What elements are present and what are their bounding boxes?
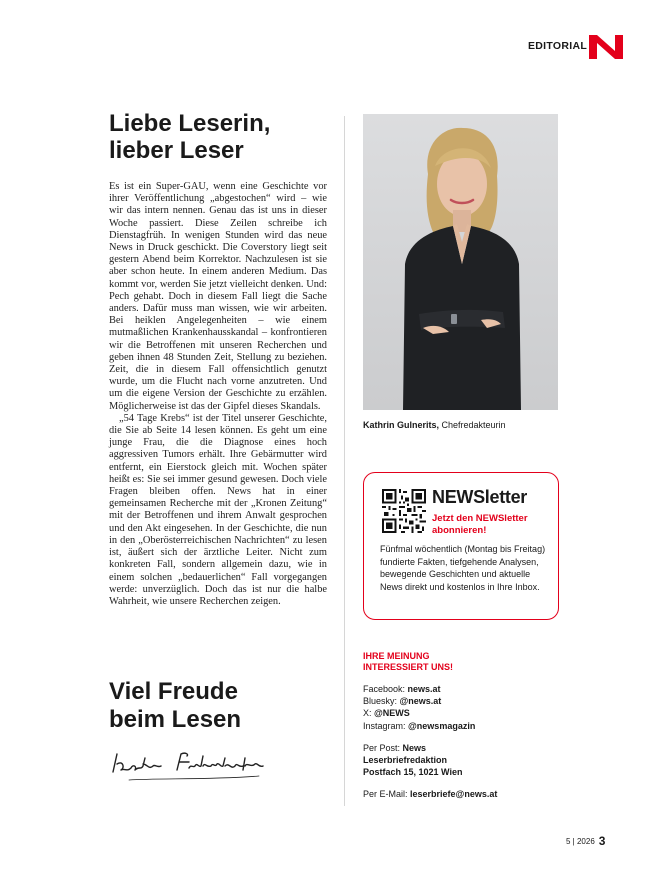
news-logo — [588, 34, 624, 60]
portrait-illustration — [363, 114, 558, 410]
caption-role: Chefredakteurin — [439, 420, 506, 430]
x-link[interactable]: @NEWS — [374, 708, 410, 719]
contact-x — [363, 707, 563, 719]
portrait-photo — [363, 114, 558, 410]
newsletter-description: Fünfmal wöchentlich (Montag bis Freitag) fundierte Fakten, tiefgehende Analysen, bewegende Geschichten und aktuelle News direkt und kostenlos in Ihre Inbox. — [380, 544, 546, 592]
paragraph: „54 Tage Krebs“ ist der Titel unserer Geschichte, die Sie ab Seite 14 lesen können. Es geht um eine junge Frau, die die Diagnose eines hoch aggressiven Tumors erhält. Ihre Gebärmutter wird entfernt, ein Eierstock gleich mit. Wochen später heißt es: Sie sei immer gesund gewesen. Doch viele Fragen bleiben offen. News hat in einer gemeinsamen Recherche mit der „Kronen Zeitung“ mit der Betroffenen und ihrem Anwalt gesprochen und den Akt eingesehen. In der Geschichte, die nun in den „Oberösterreichischen Nachrichten“ zu lesen ist, äußert sich der ärztliche Leiter. Nicht zum konkreten Fall, sondern allgemein dazu, wie in einem solchen „bedauerlichen“ Fall vorgegangen werde: unverzüglich. Doch das ist nur die halbe Wahrheit, wie unsere Recherchen zeigen. — [109, 412, 327, 607]
signature — [109, 740, 279, 790]
contact-post-line-3 — [363, 766, 563, 778]
contact-label: Facebook: — [363, 684, 408, 694]
caption-name: Kathrin Gulnerits, — [363, 420, 440, 430]
facebook-link[interactable]: news.at — [407, 684, 441, 694]
contact-label: X: — [363, 708, 375, 719]
page-number: 3 — [598, 834, 606, 848]
post-department: Leserbriefredaktion — [363, 755, 448, 766]
closing-greeting — [109, 678, 339, 734]
newsletter-box[interactable] — [363, 472, 559, 620]
editorial-body — [109, 181, 327, 608]
contact-list — [363, 683, 563, 801]
paragraph: Es ist ein Super-GAU, wenn eine Geschichte vor ihrer Veröffentlichung „abgestochen“ wird – wie wir das intern nennen. Genau das ist uns in dieser Woche passiert. Diese Zeilen schreibe ich Dienstagfrüh. In wenigen Stunden wird das neue News in Druck geschickt. Die Coverstory liegt seit gestern Abend beim Korrektor. Nachzulesen ist sie aber schon heute. In einem anderen Medium. Das kommt vor, werden Sie jetzt vielleicht denken. Und: Pech gehabt. Doch in diesem Fall liegt die Sache anders. Dafür muss man wissen, wie wir arbeiten. Bei heiklen Angelegenheiten – wie einem mutmaßlichen Krankenhausskandal – konfrontieren wir die Betroffenen mit unseren Recherchen und geben ihnen 48 Stunden Zeit, Stellung zu beziehen. Zeit, die in diesem Fall offensichtlich genutzt wurde, um die Flucht nach vorne anzutreten. Und um die eigene Version der Geschichte zu erzählen. Möglicherweise ist das der Gipfel dieses Skandals. — [109, 181, 327, 412]
contact-label: Instagram: — [363, 720, 409, 731]
contact-label: Bluesky: — [363, 696, 400, 707]
contact-post-line-2 — [363, 754, 563, 766]
post-recipient: News — [402, 742, 427, 753]
contact-instagram — [363, 720, 563, 732]
photo-caption — [363, 420, 506, 430]
bluesky-link[interactable]: @news.at — [399, 696, 442, 707]
post-address: Postfach 15, 1021 Wien — [363, 767, 463, 778]
closing-line-2: beim Lesen — [109, 706, 242, 733]
contact-bluesky — [363, 695, 563, 707]
newsletter-subscribe-link[interactable]: Jetzt den NEWSletter abonnieren! — [432, 513, 528, 536]
email-link[interactable]: leserbriefe@news.at — [410, 789, 498, 800]
opinion-heading-line-2: INTERESSIERT UNS! — [363, 662, 454, 672]
section-label: EDITORIAL — [528, 40, 588, 52]
email-label: Per E-Mail: — [363, 789, 411, 800]
opinion-heading — [363, 651, 563, 673]
contact-facebook — [363, 683, 563, 695]
closing-line-1: Viel Freude — [109, 678, 238, 705]
contact-email — [363, 788, 563, 800]
qr-code-icon[interactable] — [382, 489, 426, 533]
page-footer — [566, 833, 605, 847]
headline-line-1: Liebe Leserin, — [109, 110, 271, 137]
contact-post-line-1 — [363, 742, 563, 754]
headline-line-2: lieber Leser — [109, 137, 244, 164]
post-label: Per Post: — [363, 742, 403, 753]
instagram-link[interactable]: @newsmagazin — [408, 720, 476, 731]
opinion-heading-line-1: IHRE MEINUNG — [363, 651, 430, 661]
editorial-headline — [109, 110, 339, 164]
newsletter-title: NEWSletter — [432, 487, 528, 507]
issue-number: 5 | 2026 — [566, 837, 595, 846]
column-divider — [344, 116, 345, 806]
